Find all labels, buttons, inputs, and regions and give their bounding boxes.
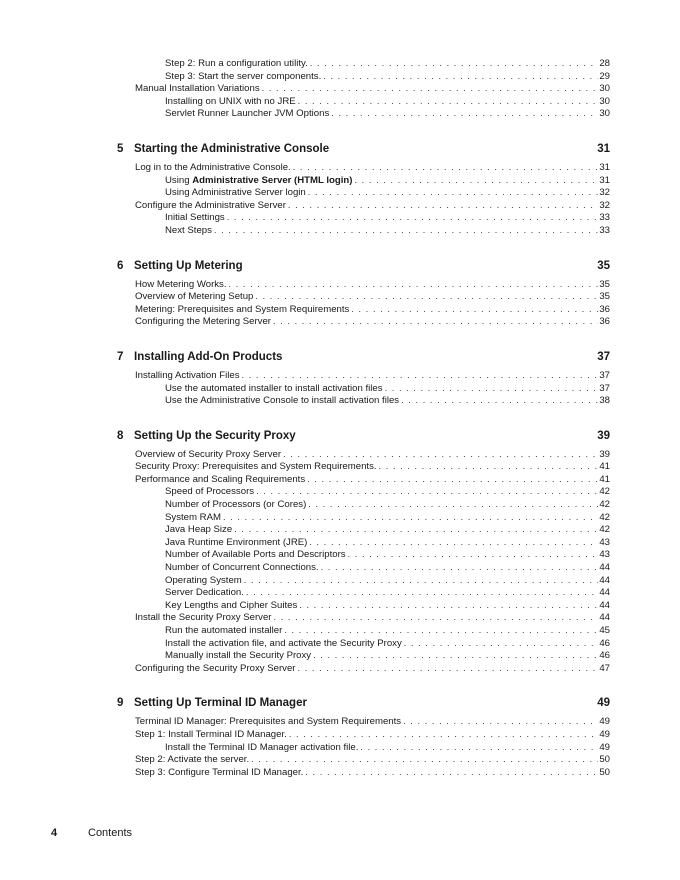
- toc-entry-page: 31: [599, 174, 610, 186]
- toc-entry-page: 49: [599, 728, 610, 740]
- toc-entry-title: Configure the Administrative Server: [135, 199, 286, 211]
- toc-entry-title: Using Administrative Server login: [165, 187, 306, 199]
- toc-entry[interactable]: [135, 303, 610, 316]
- toc-entry-page: 43: [599, 536, 610, 548]
- dot-leader: [234, 523, 598, 536]
- toc-entry[interactable]: [165, 548, 610, 561]
- chapter-page: 49: [597, 697, 610, 710]
- dot-leader: [385, 382, 599, 395]
- toc-entry[interactable]: [165, 624, 610, 637]
- dot-leader: [351, 303, 598, 316]
- toc-entry-title: Install the Terminal ID Manager activation file.: [165, 741, 359, 753]
- dot-leader: [403, 715, 598, 728]
- toc-entry-title: Use the automated installer to install activation files: [165, 382, 383, 394]
- dot-leader: [298, 95, 599, 108]
- toc-entry-page: 44: [599, 587, 610, 599]
- dot-leader: [307, 473, 598, 486]
- toc-entry-title: Initial Settings: [165, 212, 225, 224]
- toc-entry-page: 42: [599, 486, 610, 498]
- toc-entry-page: 35: [599, 278, 610, 290]
- toc-entry-page: 36: [599, 316, 610, 328]
- dot-leader: [274, 611, 599, 624]
- toc-entry-page: 42: [599, 499, 610, 511]
- toc-entry[interactable]: [165, 70, 610, 83]
- chapter-title: Setting Up Terminal ID Manager: [134, 697, 307, 710]
- toc-entry-page: 38: [599, 395, 610, 407]
- toc-entry[interactable]: [135, 611, 610, 624]
- toc-entry[interactable]: [135, 728, 610, 741]
- toc-entry[interactable]: [165, 574, 610, 587]
- dot-leader: [214, 224, 598, 237]
- chapter-heading[interactable]: [117, 349, 610, 365]
- chapter-number: 9: [117, 697, 124, 710]
- toc-entry[interactable]: [165, 394, 610, 407]
- toc-entry-page: 46: [599, 637, 610, 649]
- dot-leader: [313, 649, 598, 662]
- dot-leader: [305, 766, 598, 779]
- dot-leader: [288, 199, 598, 212]
- toc-entry[interactable]: [165, 107, 610, 120]
- dot-leader: [348, 548, 599, 561]
- toc-entry-title: Install the Security Proxy Server: [135, 612, 272, 624]
- toc-entry-title: Terminal ID Manager: Prerequisites and System Requirements: [135, 716, 402, 728]
- toc-entry[interactable]: [135, 715, 610, 728]
- toc-entry-title: Configuring the Metering Server: [135, 316, 271, 328]
- toc-entry-page: 37: [599, 382, 610, 394]
- chapter-page: 35: [597, 259, 610, 272]
- toc-entry-page: 42: [599, 524, 610, 536]
- toc-entry[interactable]: [135, 278, 610, 291]
- toc-entry[interactable]: [135, 315, 610, 328]
- toc-entry-title: Configuring the Security Proxy Server: [135, 662, 296, 674]
- toc-entry[interactable]: [135, 753, 610, 766]
- toc-entry[interactable]: [165, 523, 610, 536]
- toc-entry[interactable]: [165, 498, 610, 511]
- toc-entry-title: Step 3: Start the server components.: [165, 70, 322, 82]
- toc-entry[interactable]: [165, 586, 610, 599]
- dot-leader: [229, 278, 599, 291]
- dot-leader: [299, 599, 598, 612]
- toc-entry-title: Speed of Processors: [165, 486, 255, 498]
- dot-leader: [404, 637, 599, 650]
- toc-entry[interactable]: [165, 536, 610, 549]
- toc-entry-title: Manual Installation Variations: [135, 83, 260, 95]
- toc-entry[interactable]: [165, 485, 610, 498]
- toc-entry[interactable]: [165, 211, 610, 224]
- toc-entry-title: Run the automated installer: [165, 625, 283, 636]
- toc-entry[interactable]: [165, 741, 610, 754]
- toc-entry-page: 29: [599, 70, 610, 82]
- chapter-number: 6: [117, 259, 124, 272]
- toc-entry-title: Step 1: Install Terminal ID Manager.: [135, 728, 287, 740]
- toc-entry-title: Installing Activation Files: [135, 369, 240, 381]
- toc-entry-page: 33: [599, 224, 610, 236]
- spacer: [0, 120, 680, 141]
- toc-entry-page: 45: [599, 625, 610, 636]
- toc-entry-page: 33: [599, 212, 610, 224]
- chapter-heading[interactable]: [117, 141, 610, 157]
- page-footer: [51, 827, 132, 839]
- dot-leader: [289, 728, 599, 741]
- dot-leader: [256, 485, 598, 498]
- dot-leader: [321, 561, 599, 574]
- toc-entry-title: Server Dedication.: [165, 587, 244, 599]
- toc-entry-title: Java Runtime Environment (JRE): [165, 536, 308, 548]
- chapter-number: 5: [117, 142, 124, 155]
- table-of-contents: [0, 57, 680, 778]
- toc-entry-page: 30: [599, 95, 610, 107]
- toc-entry-page: 37: [599, 369, 610, 381]
- toc-entry-title: Use the Administrative Console to install activation files: [165, 395, 400, 407]
- toc-entry-page: 46: [599, 650, 610, 662]
- dot-leader: [223, 511, 598, 524]
- dot-leader: [251, 753, 598, 766]
- dot-leader: [283, 448, 598, 461]
- toc-entry[interactable]: [165, 382, 610, 395]
- toc-entry[interactable]: [135, 766, 610, 779]
- toc-entry-title: Step 2: Activate the server.: [135, 754, 250, 766]
- toc-entry-title: Next Steps: [165, 224, 212, 236]
- chapter-heading[interactable]: [117, 695, 610, 711]
- dot-leader: [227, 211, 599, 224]
- dot-leader: [284, 624, 598, 637]
- chapter-heading[interactable]: [117, 428, 610, 444]
- toc-entry[interactable]: [165, 649, 610, 662]
- toc-entry-page: 30: [599, 83, 610, 95]
- toc-entry[interactable]: [135, 460, 610, 473]
- toc-entry-title: Java Heap Size: [165, 524, 233, 536]
- toc-entry-page: 28: [599, 58, 610, 69]
- toc-entry-page: 44: [599, 574, 610, 586]
- toc-entry-title: Number of Available Ports and Descriptors: [165, 549, 346, 561]
- chapter-page: 37: [597, 350, 610, 363]
- toc-entry-title: Metering: Prerequisites and System Requirements: [135, 303, 350, 315]
- toc-entry-page: 35: [599, 291, 610, 303]
- chapter-title: Starting the Administrative Console: [134, 142, 330, 155]
- toc-entry[interactable]: [135, 199, 610, 212]
- toc-entry-title: Log in to the Administrative Console.: [135, 161, 291, 173]
- spacer: [0, 674, 680, 695]
- toc-entry-page: 42: [599, 511, 610, 523]
- toc-entry-title: Operating System: [165, 574, 242, 586]
- toc-entry[interactable]: [165, 637, 610, 650]
- dot-leader: [298, 662, 599, 675]
- toc-entry-title: System RAM: [165, 511, 221, 523]
- chapter-title: Installing Add-On Products: [134, 350, 283, 363]
- dot-leader: [308, 498, 598, 511]
- toc-entry[interactable]: [135, 369, 610, 382]
- toc-entry[interactable]: [165, 95, 610, 108]
- spacer: [0, 407, 680, 428]
- dot-leader: [242, 369, 599, 382]
- dot-leader: [262, 82, 599, 95]
- toc-entry-title: Step 3: Configure Terminal ID Manager.: [135, 766, 304, 778]
- toc-entry-page: 41: [599, 461, 610, 473]
- toc-entry-page: 30: [599, 108, 610, 120]
- toc-entry[interactable]: [135, 161, 610, 174]
- toc-entry-title: Number of Processors (or Cores): [165, 499, 307, 511]
- toc-entry-page: 31: [599, 161, 610, 173]
- toc-entry-title: Servlet Runner Launcher JVM Options: [165, 108, 330, 120]
- dot-leader: [379, 460, 599, 473]
- toc-entry[interactable]: [165, 57, 610, 70]
- toc-entry[interactable]: [135, 473, 610, 486]
- dot-leader: [309, 536, 598, 549]
- toc-entry-title: How Metering Works.: [135, 278, 227, 290]
- dot-leader: [310, 57, 599, 70]
- toc-entry-title: Number of Concurrent Connections.: [165, 562, 319, 574]
- toc-entry-title-prefix: Using: [165, 174, 193, 186]
- dot-leader: [308, 186, 599, 199]
- toc-entry[interactable]: [135, 82, 610, 95]
- dot-leader: [246, 586, 598, 599]
- toc-entry-page: 32: [599, 187, 610, 199]
- toc-entry[interactable]: [165, 174, 610, 187]
- toc-entry-title: Installing on UNIX with no JRE: [165, 95, 296, 107]
- chapter-heading[interactable]: [117, 258, 610, 274]
- toc-entry-title: Install the activation file, and activate the Security Proxy: [165, 637, 402, 649]
- toc-entry[interactable]: [165, 561, 610, 574]
- toc-entry[interactable]: [135, 448, 610, 461]
- chapter-title: Setting Up the Security Proxy: [134, 429, 296, 442]
- dot-leader: [255, 290, 598, 303]
- toc-entry-title: Performance and Scaling Requirements: [135, 473, 306, 485]
- toc-entry-title: Step 2: Run a configuration utility.: [165, 58, 308, 69]
- chapter-number: 8: [117, 429, 124, 442]
- dot-leader: [244, 574, 599, 587]
- dot-leader: [331, 107, 598, 120]
- toc-entry-page: 50: [599, 754, 610, 766]
- toc-entry-title: Key Lengths and Cipher Suites: [165, 599, 298, 611]
- dot-leader: [293, 161, 599, 174]
- spacer: [0, 328, 680, 349]
- toc-entry-page: 39: [599, 448, 610, 460]
- toc-entry[interactable]: [165, 511, 610, 524]
- toc-entry[interactable]: [165, 224, 610, 237]
- toc-entry-page: 44: [599, 612, 610, 624]
- toc-entry-page: 47: [599, 662, 610, 674]
- toc-entry-title: Manually install the Security Proxy: [165, 650, 312, 662]
- dot-leader: [273, 315, 598, 328]
- toc-entry-page: 43: [599, 549, 610, 561]
- toc-entry-page: 49: [599, 741, 610, 753]
- chapter-page: 39: [597, 429, 610, 442]
- dot-leader: [401, 394, 598, 407]
- toc-entry[interactable]: [135, 290, 610, 303]
- dot-leader: [360, 741, 598, 754]
- dot-leader: [354, 174, 598, 187]
- toc-entry-page: 44: [599, 599, 610, 611]
- toc-entry-title: Overview of Metering Setup: [135, 291, 254, 303]
- footer-page-number: 4: [51, 827, 58, 839]
- footer-section-title: Contents: [88, 827, 133, 839]
- toc-entry[interactable]: [165, 186, 610, 199]
- spacer: [0, 237, 680, 258]
- toc-entry-page: 32: [599, 199, 610, 211]
- toc-entry-page: 44: [599, 562, 610, 574]
- toc-entry[interactable]: [135, 662, 610, 675]
- toc-entry-title-bold: Administrative Server (HTML login): [192, 174, 353, 186]
- toc-entry-title: Security Proxy: Prerequisites and System Requirements.: [135, 461, 377, 473]
- toc-entry[interactable]: [165, 599, 610, 612]
- toc-entry-title: Overview of Security Proxy Server: [135, 448, 282, 460]
- toc-entry-page: 49: [599, 716, 610, 728]
- toc-entry-page: 36: [599, 303, 610, 315]
- chapter-number: 7: [117, 350, 124, 363]
- dot-leader: [323, 70, 598, 83]
- toc-entry-page: 50: [599, 766, 610, 778]
- chapter-page: 31: [597, 142, 610, 155]
- chapter-title: Setting Up Metering: [134, 259, 243, 272]
- toc-entry-page: 41: [599, 473, 610, 485]
